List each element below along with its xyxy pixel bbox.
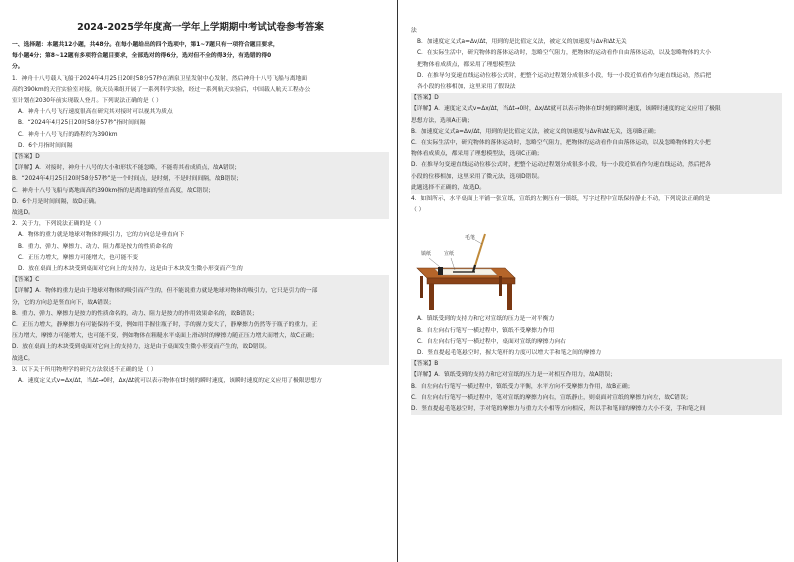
- right-text-block: [411, 26, 782, 216]
- left-column-line: D．放在桌面上的木块受到桌面对它向上的支持力，这是由于木块发生微小形变而产生的: [18, 266, 243, 273]
- right-after-figure-line: B．自左向右行笔写一横过程中，镇纸受力平衡，水平方向不受摩擦力作用，故B正确；: [411, 382, 782, 393]
- left-column-line: A．速度定义式v=Δx/Δt，当Δt→0时，Δx/Δt就可以表示物体在t时刻的瞬时速度，该瞬时速度的定义应用了极限思想方: [18, 378, 322, 385]
- right-column-line: B．加速度定义式a=Δv/Δt，用到的是比值定义法，被定义的加速度与Δv和Δt无关，选项B正确；: [411, 127, 782, 138]
- left-column-line: 【答案】D: [12, 152, 389, 163]
- left-column-line: 分。: [12, 64, 24, 71]
- right-column-line: 小段的位移相加，这里采用了微元法，选项D错误。: [411, 172, 782, 183]
- right-column: [399, 0, 794, 562]
- right-column-line: （ ）: [411, 207, 425, 214]
- right-after-figure-line: 【详解】A．镇纸受到的支持力和它对宣纸的压力是一对相互作用力，故A错误；: [411, 370, 782, 381]
- left-column-line: 1．神舟十八号载人飞船于2024年4月25日20时58分57秒在酒泉卫星发射中心发射，然后神舟十八号飞船与离地面: [12, 75, 308, 82]
- left-column-line: C．正压力增大，静摩擦力有可能保持不变，例如用手握住瓶子时，手的握力变大了，静摩擦力仍然等于瓶子的重力，正: [12, 320, 389, 331]
- right-after-figure-line: A．镇纸受到的支持力和它对宣纸的压力是一对平衡力: [417, 316, 555, 323]
- label-zhenzhi: 镇纸: [421, 251, 432, 258]
- left-column-line: 故选D。: [12, 208, 389, 219]
- left-column-line: B．“2024年4月25日20时58分57秒”指时间间隔: [18, 120, 146, 127]
- zhenzhi-paperweight: [438, 267, 443, 275]
- left-column-line: 【详解】A．对接时，神舟十八号的大小和形状不能忽略，不能将其看成质点，故A错误；: [12, 163, 389, 174]
- right-column-line: 法: [411, 28, 417, 34]
- desk-leg-right: [507, 284, 512, 310]
- desk-illustration: [411, 220, 782, 312]
- page-title: 2024-2025学年度高一学年上学期期中考试试卷参考答案: [77, 22, 324, 33]
- left-column-line: 分，它的方向总是竖直向下，故A错误；: [12, 298, 389, 309]
- right-column-line: C．在实际生活中，研究物体的落体运动时，忽略空气阻力，把物体的运动看作自由落体运动，以及忽略物体的大小把: [411, 138, 782, 149]
- maobi-leader: [475, 240, 482, 244]
- right-column-line: 思想方法，选项A正确；: [411, 116, 782, 127]
- left-column-line: D．6个月指时间间隔: [18, 142, 73, 149]
- left-column-line: 每小题4分；第8~12题有多项符合题目要求，全部选对的得6分，选对但不全的得3分，有选错的得0: [12, 53, 272, 60]
- right-after-figure-line: B．自左向右行笔写一横过程中，镇纸不受摩擦力作用: [417, 327, 555, 334]
- left-column-line: B．重力、弹力、摩擦力、动力、阻力都是按力的性质命名的: [18, 243, 173, 250]
- right-column-line: 4．如图所示，水平桌面上平铺一张宣纸，宣纸的左侧压有一镇纸，写字过程中宣纸保持静止不动，下列说法正确的是: [411, 196, 711, 203]
- right-after-figure-line: C．自左向右行笔写一横过程中，笔对宣纸的摩擦力向右，宣纸静止，则桌面对宣纸的摩擦力向左，故C错误；: [411, 393, 782, 404]
- left-column-line: 室计划在2030年前实现载人登月。下列说法正确的是（ ）: [12, 98, 162, 105]
- right-column-line: 把物体看成质点，都采用了理想模型法: [417, 61, 516, 68]
- right-column-line: 此题选择不正确的，故选D。: [411, 183, 782, 194]
- zhenzhi-leader: [429, 258, 440, 267]
- column-divider: [397, 0, 398, 562]
- right-column-line: C．在实际生活中，研究物体的落体运动时，忽略空气阻力，把物体的运动看作自由落体运动，以及忽略物体的大小: [417, 50, 711, 57]
- right-column-line: 物体看成质点，都采用了理想模型法，选项C正确；: [411, 149, 782, 160]
- right-after-figure-line: 【答案】B: [411, 359, 782, 370]
- left-column-line: 高约390km的天宫实验室对接，航天员乘组开展了一系列科学实验，经过一系列航天实验后，中国载人航天工程办公: [12, 86, 311, 93]
- left-column-line: C．神舟十八号飞船与离地面高约390km指的是离地面的竖直高度，故C错误；: [12, 186, 389, 197]
- left-column-line: 【答案】C: [12, 275, 389, 286]
- left-column-line: 故选C。: [12, 354, 389, 365]
- desk-leg-left: [429, 284, 434, 310]
- right-after-figure-line: D．竖直提起毛笔悬空时，握大笔杆的力度可以增大手和笔之间的摩擦力: [417, 350, 602, 357]
- desk-leg-back-right: [499, 276, 502, 296]
- right-after-figure-line: C．自左向右行笔写一横过程中，桌面对宣纸的摩擦力向右: [417, 338, 566, 345]
- left-column-line: D．放在桌面上的木块受到桌面对它向上的支持力，这是由于桌面发生微小形变而产生的，故D错误。: [12, 342, 389, 353]
- right-column-line: B．加速度定义式a=Δv/Δt，用到的是比值定义法，被定义的加速度与Δv和Δt无关: [417, 39, 627, 46]
- left-column-line: A．物体的重力就是地球对物体的吸引力，它的方向总是垂直向下: [18, 232, 185, 239]
- right-column-line: 【答案】D: [411, 93, 782, 104]
- left-column-line: 压力增大，摩擦力可能增大，也可能不变，例如物体在粗糙水平桌面上滑动时的摩擦力随正压力增大而增大，故C正确；: [12, 331, 389, 342]
- left-column-line: C．正压力增大，摩擦力可能增大，也可能不变: [18, 254, 138, 261]
- label-maobi: 毛笔: [465, 235, 476, 242]
- right-column-line: 【详解】A．速度定义式v=Δx/Δt，当Δt→0时，Δx/Δt就可以表示物体在t时刻的瞬时速度，该瞬时速度的定义应用了极限: [411, 104, 782, 115]
- desk-leg-back-left: [420, 276, 423, 298]
- label-xuanzhi: 宣纸: [444, 251, 455, 258]
- left-column-line: C．神舟十八号飞行的路程约为390km: [18, 131, 118, 138]
- left-column-line: 【详解】A．物体的重力是由于地球对物体的吸引而产生的，但不能说重力就是地球对物体的吸引力，它只是引力的一部: [12, 286, 389, 297]
- left-column-line: B．重力、弹力、摩擦力是按力的性质命名的，动力、阻力是按力的作用效果命名的，故B错误；: [12, 309, 389, 320]
- left-column-line: A．神舟十八号飞行速度很高在研究其对接时可以视其为质点: [18, 109, 173, 116]
- left-column-line: D．6个月是时间间隔，故D正确。: [12, 197, 389, 208]
- right-after-figure-line: D．竖直提起毛笔悬空时，手对笔的摩擦力与重力大小相等方向相反，所以手和笔间的摩擦力大小不变，手和笔之间: [411, 404, 782, 415]
- left-text-block: [12, 40, 389, 387]
- right-text-block-2: [411, 314, 782, 415]
- right-column-line: 各小段的位移相加，这里采用了假设法: [417, 84, 516, 91]
- left-column-line: 3．以下关于所用物理学的研究方法叙述不正确的是（ ）: [12, 366, 157, 373]
- right-column-line: D．在推导匀变速直线运动位移公式时，把整个运动过程划分成很多小段，每一小段近似看作匀速直线运动，然后把: [417, 72, 712, 79]
- left-column-line: 一、选择题：本题共12小题，共48分。在每小题给出的四个选项中，第1~7题只有一项符合题目要求，: [12, 42, 279, 48]
- left-column-line: B．“2024年4月25日20时58分57秒”是一个时间点，是时刻，不是时间间隔，故B错误；: [12, 174, 389, 185]
- right-column-line: D．在推导匀变速直线运动位移公式时，把整个运动过程划分成很多小段，每一小段近似看作匀速直线运动，然后把各: [411, 160, 782, 171]
- left-column-line: 2．关于力，下列说法正确的是（ ）: [12, 221, 105, 228]
